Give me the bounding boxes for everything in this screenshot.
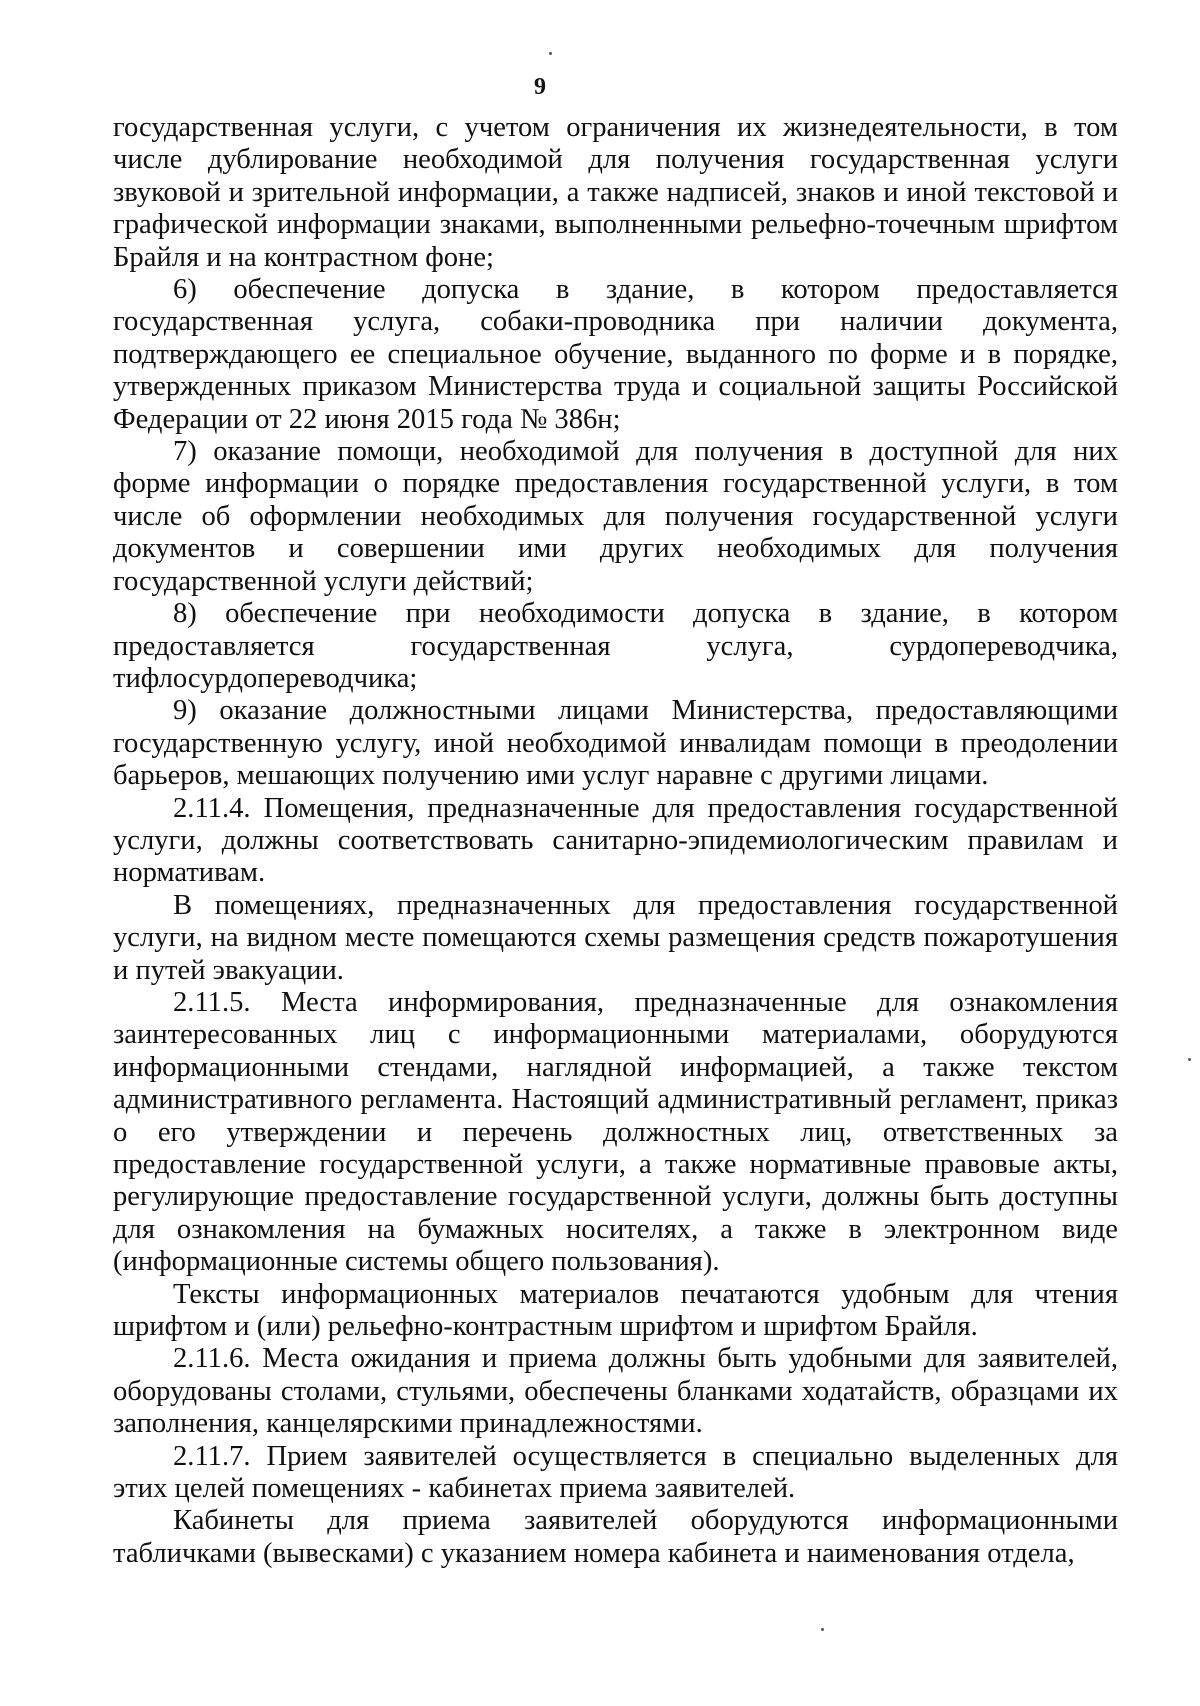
scan-speck [821,1628,824,1631]
scan-speck [549,52,552,55]
paragraph: Кабинеты для приема заявителей оборудуются информационными табличками (вывесками) с указанием номера кабинета и наименования отдела, [113,1505,1118,1569]
paragraph: 7) оказание помощи, необходимой для получения в доступной для них форме информации о порядке предоставления государственной услуги, в том числе об оформлении необходимых для получения государственной услуги документов и совершении ими других необходимых для получения государственной услуги действий; [113,436,1118,597]
paragraph: 9) оказание должностными лицами Министерства, предоставляющими государственную услугу, иной необходимой инвалидам помощи в преодолении барьеров, мешающих получению ими услуг наравне с другими лицами. [113,695,1118,792]
paragraph: 2.11.6. Места ожидания и приема должны быть удобными для заявителей, оборудованы столами, стульями, обеспечены бланками ходатайств, образцами их заполнения, канцелярскими принадлежностями. [113,1343,1118,1440]
page-number: 9 [534,74,546,100]
paragraph: 8) обеспечение при необходимости допуска в здание, в котором предоставляется государственная услуга, сурдопереводчика, тифлосурдопереводчика; [113,598,1118,694]
paragraph: 2.11.4. Помещения, предназначенные для предоставления государственной услуги, должны соответствовать санитарно-эпидемиологическим правилам и нормативам. [113,792,1118,889]
scan-speck [1188,1058,1191,1061]
paragraph: 2.11.5. Места информирования, предназначенные для ознакомления заинтересованных лиц с информационными материалами, оборудуются информационными стендами, наглядной информацией, а также текстом административного регламента. Настоящий административный регламент, приказ о его утверждении и перечень должностных лиц, ответственных за предоставление государственной услуги, а также нормативные правовые акты, регулирующие предоставление государственной услуги, должны быть доступны для ознакомления на бумажных носителях, а также в электронном виде (информационные системы общего пользования). [113,986,1118,1278]
document-body [113,112,1118,1570]
paragraph: 2.11.7. Прием заявителей осуществляется в специально выделенных для этих целей помещениях - кабинетах приема заявителей. [113,1440,1118,1505]
paragraph: Тексты информационных материалов печатаются удобным для чтения шрифтом и (или) рельефно-контрастным шрифтом и шрифтом Брайля. [113,1278,1118,1343]
paragraph: государственная услуги, с учетом ограничения их жизнедеятельности, в том числе дублирование необходимой для получения государственная услуги звуковой и зрительной информации, а также надписей, знаков и иной текстовой и графической информации знаками, выполненными рельефно-точечным шрифтом Брайля и на контрастном фоне; [113,112,1118,273]
paragraph: 6) обеспечение допуска в здание, в котором предоставляется государственная услуга, собаки-проводника при наличии документа, подтверждающего ее специальное обучение, выданного по форме и в порядке, утвержденных приказом Министерства труда и социальной защиты Российской Федерации от 22 июня 2015 года № 386н; [113,274,1118,435]
paragraph: В помещениях, предназначенных для предоставления государственной услуги, на видном месте помещаются схемы размещения средств пожаротушения и путей эвакуации. [113,889,1118,986]
